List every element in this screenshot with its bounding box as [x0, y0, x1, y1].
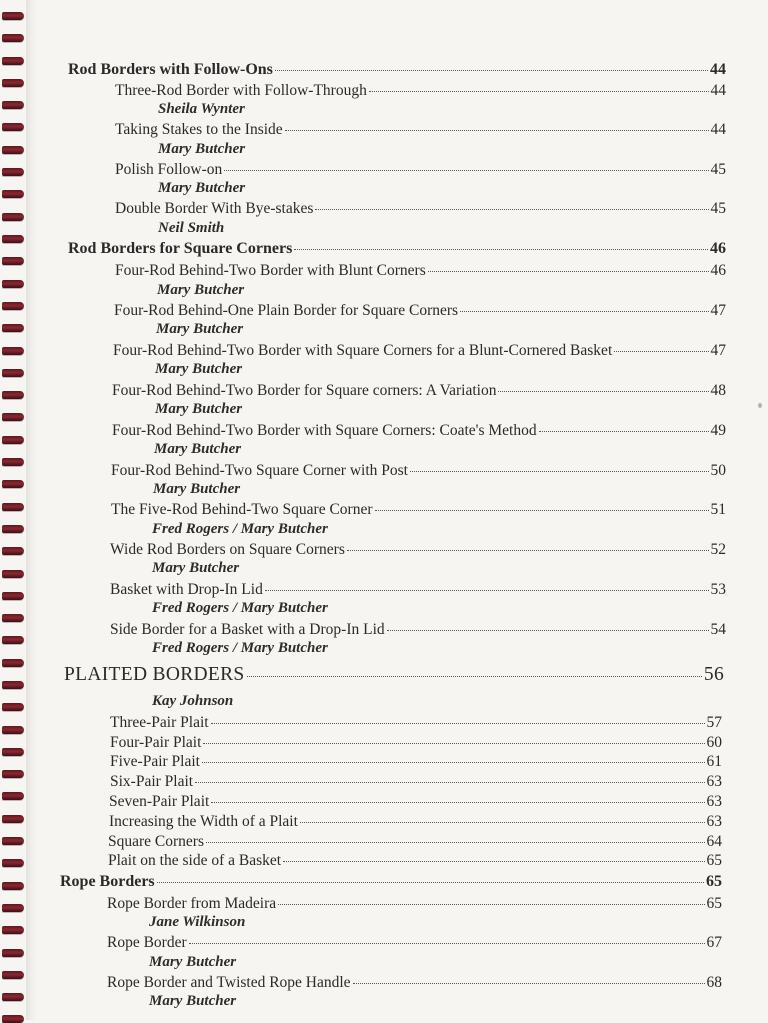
leader-dots: [275, 70, 708, 71]
toc-entry-title: Four-Pair Plait: [110, 734, 202, 751]
toc-entry-title: Six-Pair Plait: [110, 773, 194, 790]
leader-dots: [278, 904, 704, 905]
toc-author: Mary Butcher: [152, 560, 240, 576]
toc-page-number: 63: [706, 773, 722, 790]
toc-author: Mary Butcher: [156, 321, 244, 337]
toc-entry: [115, 121, 726, 139]
toc-section-heading: [68, 240, 726, 258]
toc-entry: [109, 793, 722, 811]
toc-author: Sheila Wynter: [158, 101, 245, 117]
toc-page-number: 67: [706, 934, 722, 951]
toc-entry-title: Seven-Pair Plait: [109, 793, 210, 810]
toc-entry: [115, 82, 726, 100]
toc-author: Fred Rogers / Mary Butcher: [152, 640, 328, 656]
toc-entry: [112, 382, 726, 400]
toc-entry-title: Four-Rod Behind-Two Square Corner with Post: [111, 462, 408, 479]
toc-entry-title: Rod Borders with Follow-Ons: [68, 61, 273, 78]
leader-dots: [375, 510, 709, 511]
toc-page-number: 64: [706, 833, 722, 850]
toc-entry-title: Five-Pair Plait: [110, 753, 200, 770]
toc-entry: [107, 934, 722, 952]
toc-entry: [112, 422, 726, 440]
toc-chapter-heading: [64, 664, 724, 686]
toc-entry-title: Rope Border from Madeira: [107, 895, 277, 912]
toc-page-number: 52: [710, 541, 726, 558]
leader-dots: [387, 630, 709, 631]
leader-dots: [265, 590, 709, 591]
toc-author: Neil Smith: [158, 220, 225, 236]
leader-dots: [347, 550, 709, 551]
toc-entry: [110, 753, 722, 771]
toc-page-number: 47: [710, 342, 726, 359]
leader-dots: [189, 943, 705, 944]
toc-entry-title: Rod Borders for Square Corners: [68, 240, 293, 257]
toc-page-number: 46: [710, 262, 726, 279]
toc-page-number: 47: [710, 302, 726, 319]
toc-entry-title: Three-Rod Border with Follow-Through: [115, 82, 367, 99]
toc-author: Mary Butcher: [158, 141, 246, 157]
toc-author: Mary Butcher: [149, 993, 237, 1009]
toc-page-number: 54: [710, 621, 726, 638]
toc-entry-title: Taking Stakes to the Inside: [115, 121, 283, 138]
toc-page-number: 44: [710, 82, 726, 99]
leader-dots: [428, 271, 709, 272]
toc-entry: [110, 714, 722, 732]
toc-page-number: 61: [706, 753, 722, 770]
leader-dots: [614, 351, 708, 352]
toc-entry-title: Four-Rod Behind-Two Border with Blunt Corners: [115, 262, 426, 279]
toc-page-number: 49: [710, 422, 726, 439]
toc-entry-title: Increasing the Width of a Plait: [109, 813, 298, 830]
toc-author: Fred Rogers / Mary Butcher: [152, 521, 328, 537]
leader-dots: [410, 471, 709, 472]
toc-author: Mary Butcher: [154, 441, 242, 457]
toc-entry-title: Wide Rod Borders on Square Corners: [110, 541, 345, 558]
toc-author: Mary Butcher: [155, 401, 243, 417]
toc-page-number: 68: [706, 974, 722, 991]
toc-entry-title: Rope Border and Twisted Rope Handle: [107, 974, 351, 991]
toc-author: Fred Rogers / Mary Butcher: [152, 600, 328, 616]
toc-entry: [111, 501, 726, 519]
leader-dots: [315, 209, 708, 210]
toc-entry-title: Basket with Drop-In Lid: [110, 581, 263, 598]
toc-author: Mary Butcher: [149, 954, 237, 970]
toc-page-number: 65: [706, 895, 722, 912]
toc-entry-title: Side Border for a Basket with a Drop-In Lid: [110, 621, 385, 638]
leader-dots: [369, 91, 709, 92]
toc-page-number: 44: [710, 61, 726, 78]
toc-entry-title: Four-Rod Behind-Two Border for Square corners: A Variation: [112, 382, 497, 399]
toc-page-number: 45: [710, 161, 726, 178]
toc-entry: [113, 342, 726, 360]
toc-page-number: 51: [710, 501, 726, 518]
toc-entry-title: Three-Pair Plait: [110, 714, 209, 731]
toc-page-number: 48: [710, 382, 726, 399]
toc-entry-title: Plait on the side of a Basket: [108, 852, 282, 869]
toc-section-heading: [68, 61, 726, 79]
toc-entry-title: The Five-Rod Behind-Two Square Corner: [111, 501, 373, 518]
toc-entry-title: Four-Rod Behind-One Plain Border for Square Corners: [114, 302, 459, 319]
toc-page-number: 56: [703, 664, 724, 685]
toc-page-number: 45: [710, 200, 726, 217]
toc-entry-title: Four-Rod Behind-Two Border with Square Corners for a Blunt-Cornered Basket: [113, 342, 613, 359]
leader-dots: [283, 861, 704, 862]
leader-dots: [157, 882, 704, 883]
toc-entry-title: Polish Follow-on: [115, 161, 223, 178]
leader-dots: [539, 431, 709, 432]
toc-author: Mary Butcher: [155, 361, 243, 377]
leader-dots: [203, 743, 704, 744]
toc-entry: [109, 813, 722, 831]
leader-dots: [247, 676, 702, 677]
toc-entry-title: Rope Border: [107, 934, 187, 951]
toc-page-number: 57: [706, 714, 722, 731]
toc-entry: [107, 974, 722, 992]
toc-entry-title: Double Border With Bye-stakes: [115, 200, 314, 217]
toc-entry-title: Four-Rod Behind-Two Border with Square Corners: Coate's Method: [112, 422, 537, 439]
leader-dots: [202, 762, 705, 763]
toc-entry: [111, 462, 726, 480]
leader-dots: [460, 311, 708, 312]
toc-entry: [114, 302, 726, 320]
toc-entry: [110, 581, 726, 599]
toc-entry: [108, 852, 722, 870]
toc-entry: [110, 773, 722, 791]
leader-dots: [353, 983, 705, 984]
toc-page-number: 63: [706, 813, 722, 830]
leader-dots: [224, 170, 708, 171]
toc-page-number: 53: [710, 581, 726, 598]
toc-entry: [115, 161, 726, 179]
leader-dots: [211, 723, 705, 724]
leader-dots: [294, 249, 708, 250]
toc-page-number: 50: [710, 462, 726, 479]
toc-page-number: 44: [710, 121, 726, 138]
leader-dots: [211, 802, 704, 803]
toc-entry: [108, 833, 722, 851]
leader-dots: [498, 391, 708, 392]
leader-dots: [300, 822, 705, 823]
toc-entry: [115, 262, 726, 280]
toc-entry: [110, 541, 726, 559]
leader-dots: [195, 782, 704, 783]
toc-entry: [110, 734, 722, 752]
toc-page-number: 60: [706, 734, 722, 751]
toc-entry: [107, 895, 722, 913]
toc-page-number: 63: [706, 793, 722, 810]
toc-author: Mary Butcher: [153, 481, 241, 497]
toc-page-number: 65: [706, 852, 722, 869]
toc-page-number: 46: [710, 240, 726, 257]
toc-entry-title: Rope Borders: [60, 873, 155, 890]
toc-entry-title: PLAITED BORDERS: [64, 664, 245, 685]
leader-dots: [206, 842, 705, 843]
toc-author: Mary Butcher: [158, 180, 246, 196]
toc-author: Mary Butcher: [157, 282, 245, 298]
toc-entry: [115, 200, 726, 218]
toc-entry: [110, 621, 726, 639]
toc-section-heading: [60, 873, 722, 891]
leader-dots: [285, 130, 709, 131]
toc-page-number: 65: [706, 873, 722, 890]
toc-author: Kay Johnson: [152, 693, 234, 709]
toc-entry-title: Square Corners: [108, 833, 204, 850]
toc-author: Jane Wilkinson: [149, 914, 246, 930]
